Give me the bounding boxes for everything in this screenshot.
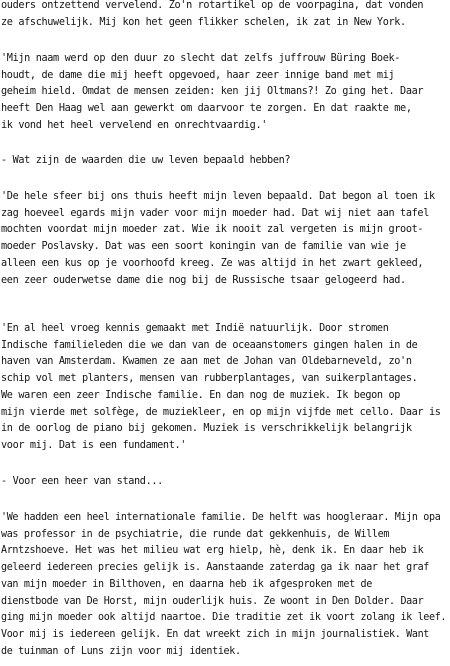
text-line: haven van Amsterdam. Kwamen ze aan met de Johan van Oldebarneveld, zo'n <box>1 356 412 368</box>
text-line: moeder Poslavsky. Dat was een soort koningin van de familie van wie je <box>1 241 406 253</box>
paragraph-indies-music <box>1 321 441 455</box>
text-line: geleerd iedereen precies gelijk is. Aanstaande zaterdag ga ik naar het graf <box>1 562 429 574</box>
interview-question <box>1 153 290 170</box>
text-line: zag hoeveel egards mijn vader voor mijn moeder had. Dat wij niet aan tafel <box>1 207 429 219</box>
text-line: schip vol met planters, mensen van rubberplantages, van suikerplantages. <box>1 373 418 385</box>
text-line: voor mij. Dat is een fundament.' <box>1 439 187 451</box>
paragraph-reputation <box>1 51 423 135</box>
paragraph-intro <box>1 0 423 31</box>
text-line: was professor in de psychiatrie, die runde dat gekkenhuis, de Willem <box>1 528 390 540</box>
text-line: van mijn moeder in Bilthoven, en daarna heb ik afgesproken met de <box>1 578 372 590</box>
text-line: mijn vierde met solfège, de muziekleer, en op mijn vijfde met cello. Daar is <box>1 406 441 418</box>
text-line: mochten voordat mijn moeder zat. Wie ik nooit zal vergeten is mijn groot- <box>1 224 424 236</box>
text-line: - Voor een heer van stand... <box>1 476 163 487</box>
text-line: 'We hadden een heel internationale familie. De helft was hoogleraar. Mijn opa <box>1 512 441 523</box>
paragraph-family <box>1 510 450 660</box>
paragraph-home-atmosphere <box>1 189 435 289</box>
text-line: houdt, de dame die mij heeft opgevoed, haar zeer innige band met mij <box>1 69 395 81</box>
text-line: 'En al heel vroeg kennis gemaakt met Indië natuurlijk. Door stromen <box>1 323 389 334</box>
text-line: de tuinman of Luns zijn voor mij identiek. <box>1 645 241 657</box>
text-line: alleen een kus op je voorhoofd kreeg. Ze was altijd in het zwart gekleed, <box>1 257 424 269</box>
text-line: We waren een zeer Indische familie. En dan nog de muziek. Ik begon op <box>1 389 401 401</box>
text-line: ik vond het heel vervelend en onrechtvaardig.' <box>1 119 268 131</box>
text-line: ze afschuwelijk. Mij kon het geen flikker schelen, ik zat in New York. <box>1 16 406 28</box>
text-line: - Wat zijn de waarden die uw leven bepaald hebben? <box>1 155 291 166</box>
interview-question <box>1 474 163 491</box>
text-line: in de oorlog de piano bij gekomen. Muziek is verschrikkelijk belangrijk <box>1 423 412 435</box>
text-line: Indische familieleden die we dan van de oceaanstomers gingen halen in de <box>1 339 418 351</box>
text-line: geheim hield. Omdat de mensen zeiden: ken jij Oltmans?! Zo ging het. Daar <box>1 86 424 98</box>
text-line: Arntzshoeve. Het was het milieu wat erg hielp, hè, denk ik. En daar heb ik <box>1 545 424 557</box>
text-line: 'De hele sfeer bij ons thuis heeft mijn leven bepaald. Dat begon al toen ik <box>1 191 435 202</box>
text-line: dienstbode van De Horst, mijn ouderlijk huis. Ze woont in Den Dolder. Daar <box>1 595 424 607</box>
text-line: ging mijn moeder ook altijd naartoe. Die traditie zet ik voort zolang ik leef. <box>1 612 447 624</box>
text-line: ouders ontzettend vervelend. Zo'n rotartikel op de voorpagina, dat vonden <box>1 0 424 11</box>
text-line: 'Mijn naam werd op den duur zo slecht dat zelfs juffrouw Büring Boek- <box>1 53 401 64</box>
text-line: Voor mij is iedereen gelijk. En dat wreekt zich in mijn journalistiek. Want <box>1 628 429 640</box>
text-line: heeft Den Haag wel aan gewerkt om daarvoor te zorgen. En dat raakte me, <box>1 103 412 115</box>
text-line: een zeer ouderwetse dame die nog bij de Russische tsaar gelogeerd had. <box>1 274 406 286</box>
